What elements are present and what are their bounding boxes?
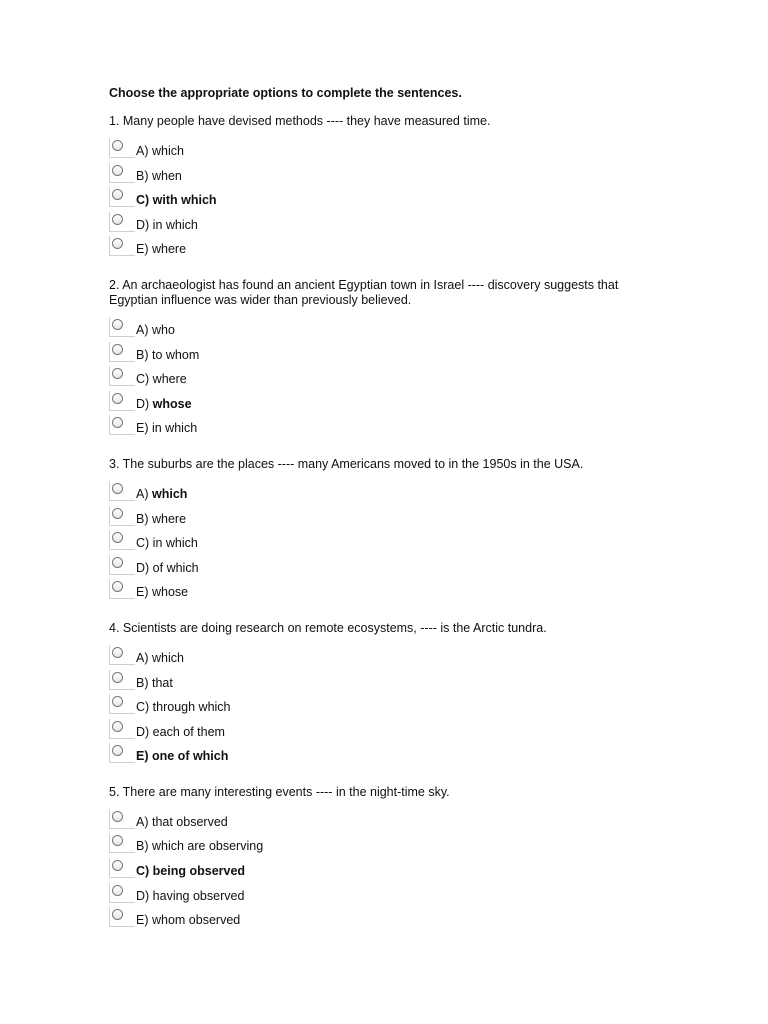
option-label (136, 397, 192, 412)
option-label (136, 421, 197, 436)
radio-button-icon[interactable] (109, 481, 135, 501)
option-label (136, 889, 244, 904)
option-text: which (151, 650, 184, 665)
option-row-c[interactable] (109, 536, 649, 561)
option-label (136, 144, 184, 159)
question-1 (109, 114, 649, 267)
option-label (136, 561, 199, 576)
option-letter: B) (136, 839, 152, 854)
option-label (136, 512, 186, 527)
question-text: 4. Scientists are doing research on remote ecosystems, ---- is the Arctic tundra. (109, 620, 547, 635)
option-text: which (151, 144, 184, 158)
option-label (136, 585, 188, 600)
instructions-heading: Choose the appropriate options to complete the sentences. (109, 86, 462, 100)
radio-button-icon[interactable] (109, 858, 135, 878)
option-letter: B) (136, 675, 152, 690)
option-row-d[interactable] (109, 397, 649, 422)
option-row-e[interactable] (109, 421, 649, 446)
option-text: of which (152, 560, 199, 575)
radio-button-icon[interactable] (109, 833, 135, 853)
radio-button-icon[interactable] (109, 883, 135, 903)
option-letter: C) (136, 193, 153, 208)
option-text-highlighted: being observed (152, 864, 246, 879)
option-letter: E) (136, 421, 152, 436)
option-letter: A) (136, 486, 152, 501)
option-letter: C) (136, 700, 153, 715)
option-row-c[interactable] (109, 372, 649, 397)
option-text: having observed (152, 888, 245, 903)
radio-button-icon[interactable] (109, 579, 135, 599)
quiz-page (109, 86, 649, 949)
option-letter: D) (136, 396, 153, 411)
option-text: through which (152, 700, 231, 715)
option-label (136, 651, 184, 666)
radio-button-icon[interactable] (109, 719, 135, 739)
option-row-a[interactable] (109, 815, 649, 840)
option-label (136, 864, 245, 879)
option-row-d[interactable] (109, 218, 649, 243)
option-row-a[interactable] (109, 487, 649, 512)
option-letter: A) (136, 144, 152, 158)
option-letter: B) (136, 168, 152, 183)
option-row-e[interactable] (109, 242, 649, 267)
option-letter: D) (136, 888, 153, 903)
option-label (136, 536, 198, 551)
option-text: which are observing (151, 839, 264, 854)
option-text: whose (151, 585, 189, 600)
option-letter: E) (136, 585, 152, 600)
question-list (109, 114, 649, 938)
radio-button-icon[interactable] (109, 743, 135, 763)
option-letter: C) (136, 864, 153, 879)
question-2 (109, 278, 649, 446)
option-letter: B) (136, 347, 152, 362)
question-text: 5. There are many interesting events ---- in the night-time sky. (109, 784, 450, 799)
radio-button-icon[interactable] (109, 342, 135, 362)
question-text: 3. The suburbs are the places ---- many Americans moved to in the 1950s in the USA. (109, 456, 584, 471)
option-label (136, 815, 228, 830)
option-label (136, 169, 182, 184)
option-text-highlighted: whose (152, 396, 192, 411)
option-row-b[interactable] (109, 839, 649, 864)
option-row-c[interactable] (109, 193, 649, 218)
radio-button-icon[interactable] (109, 645, 135, 665)
option-row-e[interactable] (109, 749, 649, 774)
option-row-b[interactable] (109, 512, 649, 537)
option-label (136, 749, 228, 764)
radio-button-icon[interactable] (109, 236, 135, 256)
question-4 (109, 621, 649, 774)
radio-button-icon[interactable] (109, 694, 135, 714)
radio-button-icon[interactable] (109, 138, 135, 158)
option-text: where (151, 511, 187, 526)
option-text: in which (151, 421, 198, 436)
radio-button-icon[interactable] (109, 391, 135, 411)
option-letter: A) (136, 322, 152, 337)
option-text: whom observed (151, 913, 241, 928)
option-row-b[interactable] (109, 676, 649, 701)
option-label (136, 348, 199, 363)
option-text-highlighted: with which (152, 193, 217, 208)
option-label (136, 193, 217, 208)
option-text: in which (152, 536, 198, 551)
question-text: 1. Many people have devised methods ---- they have measured time. (109, 114, 491, 128)
radio-button-icon[interactable] (109, 366, 135, 386)
option-row-e[interactable] (109, 913, 649, 938)
option-label (136, 218, 198, 233)
question-text: 2. An archaeologist has found an ancient Egyptian town in Israel ---- discovery suggests that Egyptian influence was wider than previously believed. (109, 277, 619, 307)
radio-button-icon[interactable] (109, 670, 135, 690)
radio-button-icon[interactable] (109, 415, 135, 435)
option-label (136, 700, 231, 715)
option-label (136, 839, 263, 854)
option-row-d[interactable] (109, 561, 649, 586)
option-text: when (151, 168, 182, 183)
option-letter: A) (136, 814, 152, 829)
option-label (136, 242, 186, 257)
option-letter: A) (136, 650, 152, 665)
option-letter: E) (136, 242, 152, 257)
option-letter: C) (136, 536, 153, 551)
option-letter: D) (136, 217, 153, 232)
radio-button-icon[interactable] (109, 809, 135, 829)
radio-button-icon[interactable] (109, 187, 135, 207)
radio-button-icon[interactable] (109, 163, 135, 183)
option-label (136, 323, 175, 338)
option-row-c[interactable] (109, 864, 649, 889)
option-label (136, 676, 173, 691)
radio-button-icon[interactable] (109, 317, 135, 337)
radio-button-icon[interactable] (109, 212, 135, 232)
option-letter: D) (136, 724, 153, 739)
option-label (136, 487, 187, 502)
option-row-d[interactable] (109, 889, 649, 914)
option-text: that (151, 675, 173, 690)
option-letter: E) (136, 913, 152, 928)
option-label (136, 372, 187, 387)
option-text: each of them (152, 724, 225, 739)
option-row-e[interactable] (109, 585, 649, 610)
option-row-b[interactable] (109, 348, 649, 373)
option-text: where (151, 242, 187, 257)
option-label (136, 725, 225, 740)
option-row-a[interactable] (109, 144, 649, 169)
option-row-a[interactable] (109, 323, 649, 348)
option-row-b[interactable] (109, 169, 649, 194)
option-text: that observed (151, 814, 228, 829)
radio-button-icon[interactable] (109, 506, 135, 526)
option-row-a[interactable] (109, 651, 649, 676)
question-5 (109, 785, 649, 938)
option-letter: D) (136, 560, 153, 575)
option-text-highlighted: one of which (151, 749, 229, 764)
option-label (136, 913, 240, 928)
radio-button-icon[interactable] (109, 907, 135, 927)
radio-button-icon[interactable] (109, 530, 135, 550)
option-text: who (151, 322, 175, 337)
option-text: in which (152, 217, 198, 232)
option-row-d[interactable] (109, 725, 649, 750)
option-letter: E) (136, 749, 152, 764)
option-text-highlighted: which (151, 486, 188, 501)
option-row-c[interactable] (109, 700, 649, 725)
radio-button-icon[interactable] (109, 555, 135, 575)
question-3 (109, 457, 649, 610)
option-text: where (152, 372, 187, 387)
option-letter: B) (136, 511, 152, 526)
option-letter: C) (136, 372, 153, 387)
option-text: to whom (151, 347, 200, 362)
